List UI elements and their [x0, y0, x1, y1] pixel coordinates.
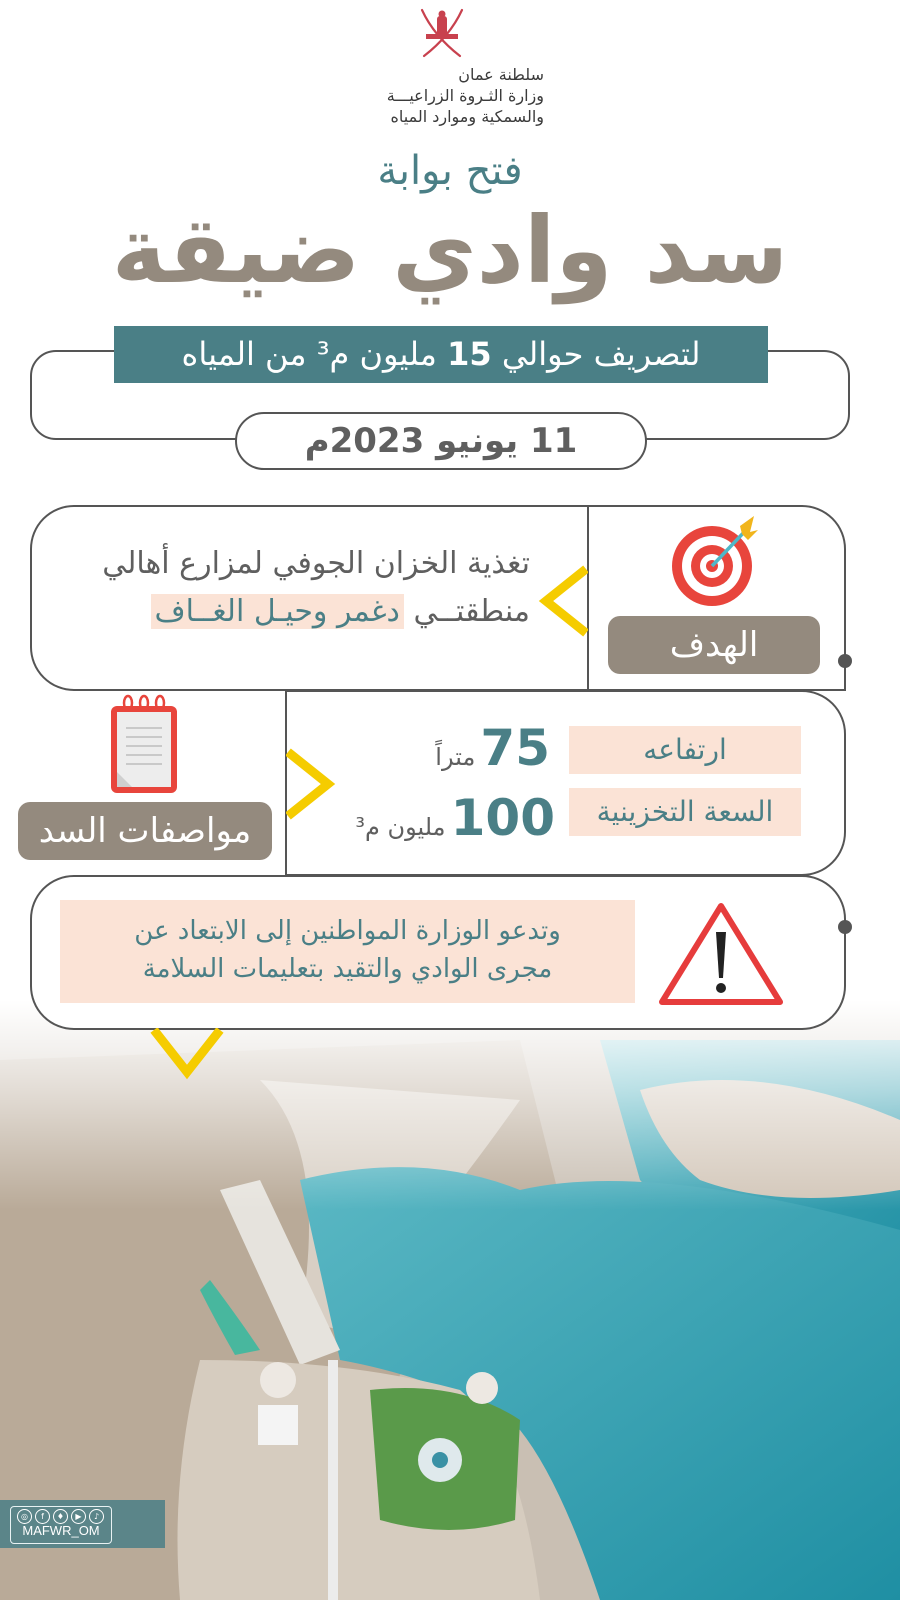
goal-highlight: دغمر وحيـل الغــاف: [151, 594, 404, 629]
spec-label-height: ارتفاعه: [569, 726, 801, 774]
date-pill: 11 يونيو 2023م: [235, 412, 647, 470]
banner-text-before: لتصريف حوالي: [501, 335, 701, 373]
notepad-icon: [108, 694, 180, 796]
chevron-left-icon: [538, 565, 588, 637]
ministry-line: وزارة الثـروة الزراعيـــة: [386, 86, 544, 105]
goal-line-1: تغذية الخزان الجوفي لمزارع أهالي: [102, 546, 530, 581]
goal-line-2-prefix: منطقتــي: [413, 594, 530, 629]
tiktok-icon[interactable]: ♪: [89, 1509, 104, 1524]
banner-unit: مليون م³: [316, 335, 437, 373]
youtube-icon[interactable]: ▶: [71, 1509, 86, 1524]
goal-line-2: [50, 588, 530, 636]
goal-description: [50, 540, 530, 636]
spec-row-capacity: [320, 786, 555, 850]
connector-dot: [838, 654, 852, 668]
spec-value-capacity: 100: [450, 789, 555, 847]
warning-line-2: مجرى الوادي والتقيد بتعليمات السلامة: [142, 954, 553, 984]
specs-tag: مواصفات السد: [18, 802, 272, 860]
banner-text-after: من المياه: [181, 335, 307, 373]
ministry-name: [330, 64, 544, 127]
warning-icon: [656, 900, 786, 1008]
discharge-banner: [114, 326, 768, 383]
social-frame: [10, 1506, 112, 1544]
spec-unit-height: متراً: [435, 743, 476, 771]
ministry-line: سلطنة عمان: [458, 65, 544, 84]
spec-label-capacity: السعة التخزينية: [569, 788, 801, 836]
target-icon: [668, 512, 763, 607]
page-title: سد وادي ضيقة: [111, 197, 789, 304]
chevron-down-icon: [150, 1028, 224, 1080]
goal-tag: الهدف: [608, 616, 820, 674]
warning-message: [60, 900, 635, 1003]
twitter-icon[interactable]: ♦: [53, 1509, 68, 1524]
facebook-icon[interactable]: f: [35, 1509, 50, 1524]
social-footer: [0, 1500, 165, 1548]
warning-line-1: وتدعو الوزارة المواطنين إلى الابتعاد عن: [134, 916, 561, 946]
spec-row-height: [340, 716, 550, 780]
banner-amount: 15: [447, 335, 492, 373]
spec-unit-capacity: مليون م³: [355, 813, 446, 841]
oman-emblem-icon: [414, 6, 470, 60]
instagram-icon[interactable]: ◎: [17, 1509, 32, 1524]
spec-value-height: 75: [480, 719, 550, 777]
social-handle[interactable]: MAFWR_OM: [22, 1523, 100, 1538]
connector-dot: [838, 920, 852, 934]
title-kicker: فتح بوابة: [377, 148, 523, 194]
ministry-line: والسمكية وموارد المياه: [390, 107, 544, 126]
